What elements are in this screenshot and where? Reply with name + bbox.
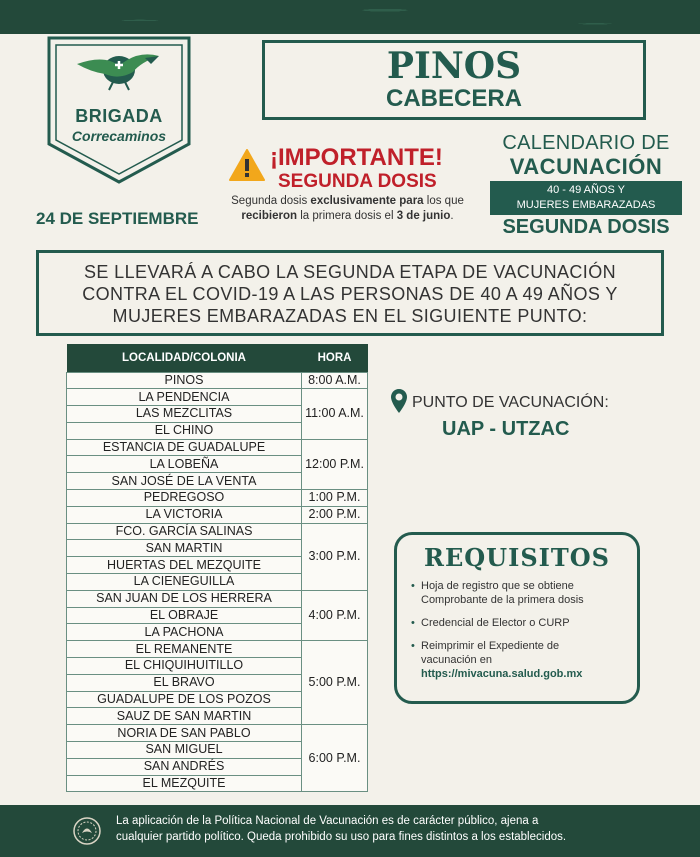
table-row bbox=[67, 389, 368, 406]
list-item: • Credencial de Elector o CURP bbox=[411, 616, 631, 630]
table-row bbox=[67, 523, 368, 540]
locality-cell: LAS MEZCLITAS bbox=[67, 406, 302, 423]
announcement-line-1: SE LLEVARÁ A CABO LA SEGUNDA ETAPA DE VACUNACIÓN bbox=[83, 262, 617, 282]
location-header-box bbox=[262, 40, 646, 120]
time-cell: 1:00 P.M. bbox=[302, 490, 368, 507]
locality-cell: LA PACHONA bbox=[67, 624, 302, 641]
footer-disclaimer: La aplicación de la Política Nacional de Vacunación es de carácter público, ajena a cualquier partido político. Queda prohibido su uso para fines distintos a los establecidos. bbox=[116, 815, 567, 843]
locality-cell: HUERTAS DEL MEZQUITE bbox=[67, 557, 302, 574]
badge-title: BRIGADA bbox=[75, 106, 163, 126]
column-header-time: HORA bbox=[302, 344, 368, 372]
requirements-title: REQUISITOS bbox=[424, 543, 610, 572]
dose-label: SEGUNDA DOSIS bbox=[502, 216, 670, 238]
government-seal-icon bbox=[72, 816, 102, 846]
time-cell: 4:00 P.M. bbox=[302, 590, 368, 640]
locality-cell: LA LOBEÑA bbox=[67, 456, 302, 473]
important-title: ¡IMPORTANTE! bbox=[270, 144, 443, 171]
time-cell: 5:00 P.M. bbox=[302, 641, 368, 725]
locality-cell: FCO. GARCÍA SALINAS bbox=[67, 523, 302, 540]
vaccination-point-label: PUNTO DE VACUNACIÓN: bbox=[412, 394, 609, 411]
table-header-row bbox=[67, 344, 368, 372]
table-row bbox=[67, 590, 368, 607]
calendar-title: VACUNACIÓN bbox=[509, 154, 663, 179]
list-item: • Reimprimir el Expediente de vacunación en https://mivacuna.salud.gob.mx bbox=[411, 639, 631, 681]
page-subtitle: CABECERA bbox=[385, 85, 522, 112]
map-pin-icon bbox=[390, 388, 408, 414]
calendar-label: CALENDARIO DE bbox=[502, 132, 670, 154]
locality-cell: EL OBRAJE bbox=[67, 607, 302, 624]
audience-line-1: 40 - 49 AÑOS Y bbox=[546, 184, 626, 196]
time-cell: 3:00 P.M. bbox=[302, 523, 368, 590]
time-cell: 6:00 P.M. bbox=[302, 725, 368, 792]
locality-cell: EL BRAVO bbox=[67, 674, 302, 691]
locality-cell: GUADALUPE DE LOS POZOS bbox=[67, 691, 302, 708]
locality-cell: EL CHIQUIHUITILLO bbox=[67, 658, 302, 675]
requirements-box bbox=[394, 532, 640, 704]
locality-cell: SAUZ DE SAN MARTIN bbox=[67, 708, 302, 725]
table-row bbox=[67, 490, 368, 507]
locality-cell: LA CIENEGUILLA bbox=[67, 574, 302, 591]
vaccination-point-value: UAP - UTZAC bbox=[442, 418, 570, 440]
list-item: • Hoja de registro que se obtiene Comprobante de la primera dosis bbox=[411, 579, 631, 607]
time-cell: 11:00 A.M. bbox=[302, 389, 368, 439]
brigada-badge bbox=[45, 36, 193, 186]
table-row bbox=[67, 372, 368, 389]
schedule-body bbox=[67, 372, 368, 792]
locality-cell: LA VICTORIA bbox=[67, 506, 302, 523]
event-date: 24 DE SEPTIEMBRE bbox=[36, 209, 199, 228]
locality-cell: EL MEZQUITE bbox=[67, 775, 302, 792]
badge-subtitle: Correcaminos bbox=[71, 128, 167, 144]
locality-cell: PEDREGOSO bbox=[67, 490, 302, 507]
locality-cell: SAN ANDRÉS bbox=[67, 758, 302, 775]
announcement-box bbox=[36, 250, 664, 336]
table-row bbox=[67, 641, 368, 658]
announcement-line-2: CONTRA EL COVID-19 A LAS PERSONAS DE 40 A 49 AÑOS Y bbox=[82, 284, 618, 304]
audience-line-2: MUJERES EMBARAZADAS bbox=[516, 199, 656, 211]
table-row bbox=[67, 725, 368, 742]
announcement-line-3: MUJERES EMBARAZADAS EN EL SIGUIENTE PUNTO: bbox=[112, 306, 588, 326]
footer bbox=[0, 805, 700, 857]
important-subtitle: SEGUNDA DOSIS bbox=[278, 171, 437, 192]
locality-cell: SAN JUAN DE LOS HERRERA bbox=[67, 590, 302, 607]
table-row bbox=[67, 439, 368, 456]
top-decorative-band bbox=[0, 0, 700, 34]
locality-cell: EL REMANENTE bbox=[67, 641, 302, 658]
locality-cell: EL CHINO bbox=[67, 422, 302, 439]
column-header-locality: LOCALIDAD/COLONIA bbox=[67, 344, 302, 372]
locality-cell: SAN MIGUEL bbox=[67, 742, 302, 759]
page-title: PINOS bbox=[386, 45, 522, 87]
locality-cell: SAN JOSÉ DE LA VENTA bbox=[67, 473, 302, 490]
table-row bbox=[67, 506, 368, 523]
time-cell: 12:00 P.M. bbox=[302, 439, 368, 489]
important-note: Segunda dosis exclusivamente para los que recibieron la primera dosis el 3 de junio. bbox=[231, 195, 464, 222]
requirements-list bbox=[411, 579, 631, 690]
time-cell: 8:00 A.M. bbox=[302, 372, 368, 389]
warning-icon bbox=[228, 148, 266, 182]
locality-cell: NORIA DE SAN PABLO bbox=[67, 725, 302, 742]
locality-cell: SAN MARTIN bbox=[67, 540, 302, 557]
calendar-audience-band bbox=[490, 181, 682, 215]
locality-cell: PINOS bbox=[67, 372, 302, 389]
locality-cell: ESTANCIA DE GUADALUPE bbox=[67, 439, 302, 456]
mivacuna-link[interactable]: https://mivacuna.salud.gob.mx bbox=[421, 668, 583, 680]
schedule-table bbox=[66, 344, 368, 792]
time-cell: 2:00 P.M. bbox=[302, 506, 368, 523]
locality-cell: LA PENDENCIA bbox=[67, 389, 302, 406]
